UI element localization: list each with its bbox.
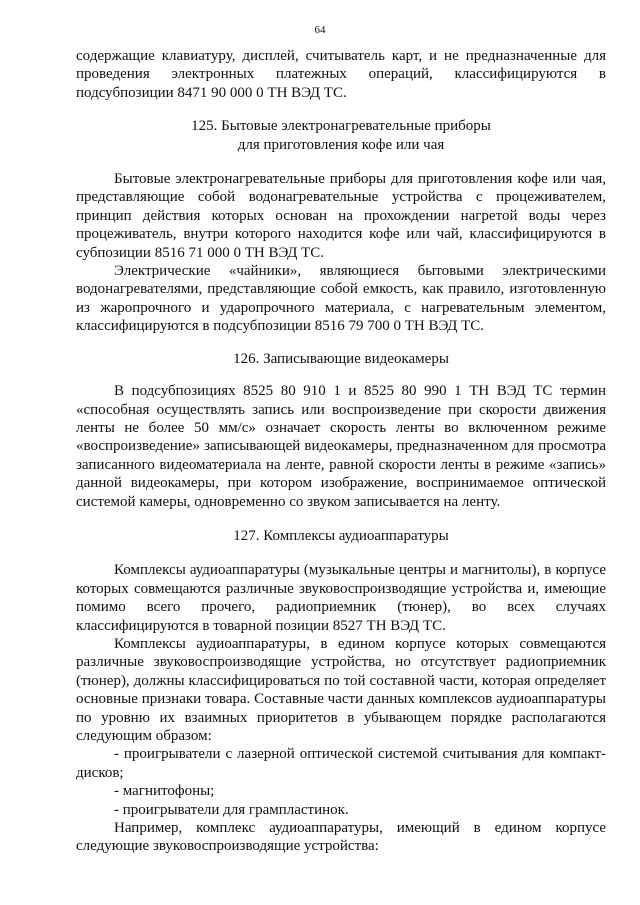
heading-line: 127. Комплексы аудиоаппаратуры: [233, 527, 449, 544]
paragraph-intro-continuation: содержащие клавиатуру, дисплей, считыватель карт, и не предназначенные для проведения электронных платежных операций, классифицируются в подсубпозиции 8471 90 000 0 ТН ВЭД ТС.: [76, 48, 606, 101]
paragraph-kettles: Электрические «чайники», являющиеся бытовыми электрическими водонагревателями, представляющие собой емкость, как правило, изготовленную из жаропрочного и ударопрочного материала, с нагревательным элементом, классифицируются в подсубпозиции 8516 79 700 0 ТН ВЭД ТС.: [76, 263, 606, 335]
list-item-record-players: - проигрыватели для грампластинок.: [114, 801, 349, 818]
page-content: [76, 47, 606, 856]
paragraph-audio-systems: Комплексы аудиоаппаратуры (музыкальные центры и магнитолы), в корпусе которых совмещаются различные звуковоспроизводящие устройства и, имеющие помимо всего прочего, радиоприемник (тюнер), во всех случаях классифицируются в товарной позиции 8527 ТН ВЭД ТС.: [76, 562, 606, 634]
paragraph-example: Например, комплекс аудиоаппаратуры, имеющий в едином корпусе следующие звуковоспроизводящие устройства:: [76, 820, 606, 855]
heading-line: 125. Бытовые электронагревательные приборы: [191, 118, 491, 135]
heading-line: для приготовления кофе или чая: [237, 136, 445, 153]
paragraph-video-cameras: В подсубпозициях 8525 80 910 1 и 8525 80 990 1 ТН ВЭД ТС термин «способная осуществлять запись или воспроизведение при скорости движения ленты не более 50 мм/с» означает скорость ленты во включенном режиме «воспроизведение» записывающей видеокамеры, предназначенном для просмотра записанного видеоматериала на ленте, равной скорости ленты в режиме «запись» данной видеокамеры, при котором изображение, воспринимаемое оптической системой камеры, одновременно со звуком записывается на ленту.: [76, 383, 606, 510]
section-heading-126: [76, 350, 606, 368]
list-item-cd-players: - проигрыватели с лазерной оптической системой считывания для компакт-дисков;: [76, 746, 606, 781]
section-heading-127: [76, 527, 606, 545]
paragraph-coffee-makers: Бытовые электронагревательные приборы для приготовления кофе или чая, представляющие собой водонагревательные устройства с процеживателем, принцип действия которых основан на прохождении нагретой воды через процеживатель, внутри которого находится кофе или чай, классифицируются в субпозиции 8516 71 000 0 ТН ВЭД ТС.: [76, 171, 606, 261]
section-heading-125: [76, 117, 606, 154]
heading-line: 126. Записывающие видеокамеры: [233, 350, 449, 367]
paragraph-audio-without-tuner: Комплексы аудиоаппаратуры, в едином корпусе которых совмещаются различные звуковоспроизводящие устройства, но отсутствует радиоприемник (тюнер), должны классифицироваться по той составной части, которая определяет основные признаки товара. Составные части данных комплексов аудиоаппаратуры по уровню их взаимных приоритетов в убывающем порядке располагаются следующим образом:: [76, 635, 606, 744]
page-number: 64: [314, 24, 326, 36]
list-item-tape-recorders: - магнитофоны;: [114, 783, 215, 800]
